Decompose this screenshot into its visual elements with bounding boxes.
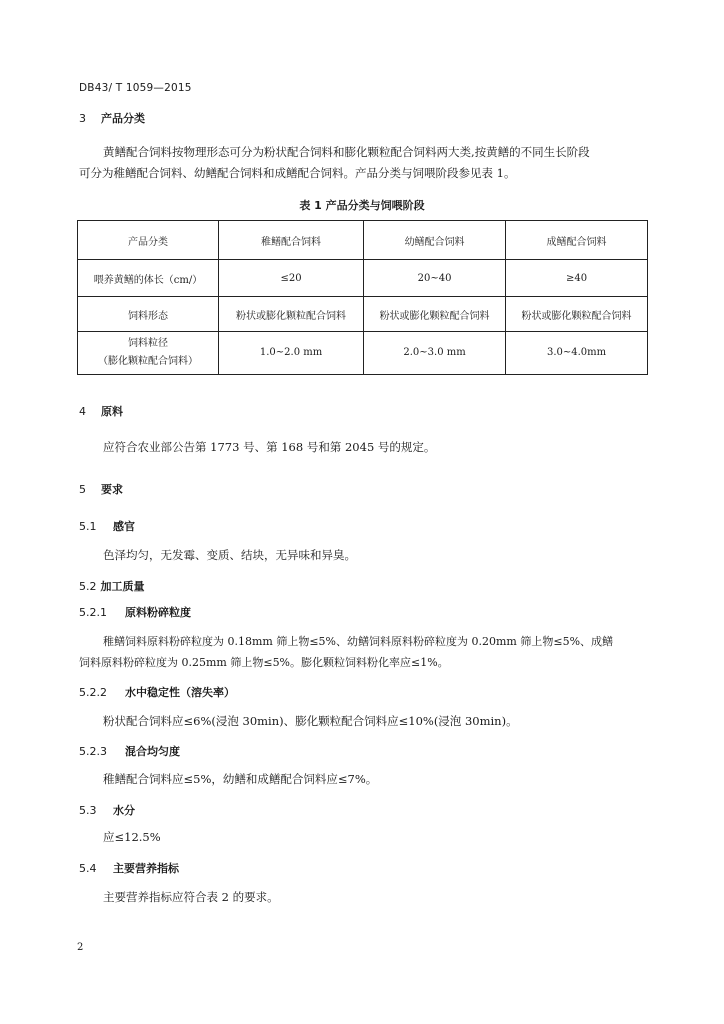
table-cell <box>78 332 219 375</box>
section-3-heading <box>79 110 145 126</box>
cell-line: 饲料粒径 <box>128 338 169 349</box>
paragraph-line: 主要营养指标应符合表 2 的要求。 <box>103 890 279 904</box>
section-5-3-heading <box>79 802 135 818</box>
section-title: 水分 <box>113 804 135 817</box>
table-row <box>78 260 648 297</box>
table-row <box>78 332 648 375</box>
section-number: 5 <box>79 483 86 496</box>
table-cell: 20~40 <box>364 260 506 297</box>
section-4-heading <box>79 403 123 419</box>
section-number: 3 <box>79 112 86 125</box>
section-title: 原料 <box>101 405 123 418</box>
section-number: 4 <box>79 405 86 418</box>
table-cell: 喂养黄鳝的体长（cm/） <box>78 260 219 297</box>
paragraph-line: 稚鳝饲料原料粉碎粒度为 0.18mm 筛上物≤5%、幼鳝饲料原料粉碎粒度为 0.20mm 筛上物≤5%、成鳝 <box>103 635 614 648</box>
section-title: 混合均匀度 <box>125 745 180 758</box>
paragraph-line: 应≤12.5% <box>103 830 161 844</box>
table-cell: 幼鳝配合饲料 <box>364 221 506 260</box>
paragraph-line: 稚鳝配合饲料应≤5%，幼鳝和成鳝配合饲料应≤7%。 <box>103 772 378 786</box>
section-number: 5.1 <box>79 520 97 533</box>
section-number: 5.2.1 <box>79 606 107 619</box>
paragraph-line: 色泽均匀，无发霉、变质、结块，无异味和异臭。 <box>103 548 356 562</box>
section-number: 5.2.3 <box>79 745 107 758</box>
section-5-2-3-heading <box>79 743 180 759</box>
paragraph-line: 黄鳝配合饲料按物理形态可分为粉状配合饲料和膨化颗粒配合饲料两大类,按黄鳝的不同生长阶段 <box>103 145 590 159</box>
table-cell: ≤20 <box>219 260 364 297</box>
section-5-2-heading <box>79 578 145 594</box>
section-title: 原料粉碎粒度 <box>125 606 191 619</box>
table-cell: 1.0~2.0 mm <box>219 332 364 375</box>
table-cell: 2.0~3.0 mm <box>364 332 506 375</box>
section-5-2-1-heading <box>79 604 191 620</box>
section-5-2-2-heading <box>79 684 235 700</box>
section-5-1-heading <box>79 518 135 534</box>
section-number: 5.2.2 <box>79 686 107 699</box>
section-title: 产品分类 <box>101 112 145 125</box>
product-classification-table <box>77 220 648 375</box>
table-cell: 稚鳝配合饲料 <box>219 221 364 260</box>
section-title: 要求 <box>101 483 123 496</box>
table-cell: 3.0~4.0mm <box>506 332 648 375</box>
table-cell: 粉状或膨化颗粒配合饲料 <box>364 297 506 332</box>
table-caption: 表 1 产品分类与饲喂阶段 <box>299 199 425 212</box>
table-cell: 粉状或膨化颗粒配合饲料 <box>219 297 364 332</box>
table-row <box>78 297 648 332</box>
section-title: 加工质量 <box>100 580 145 593</box>
table-cell: 产品分类 <box>78 221 219 260</box>
table-cell: ≥40 <box>506 260 648 297</box>
paragraph-line: 应符合农业部公告第 1773 号、第 168 号和第 2045 号的规定。 <box>103 440 436 454</box>
section-title: 水中稳定性（溶失率） <box>125 686 235 699</box>
section-number: 5.3 <box>79 804 97 817</box>
table-cell: 粉状或膨化颗粒配合饲料 <box>506 297 648 332</box>
section-5-heading <box>79 481 123 497</box>
table-header-row <box>78 221 648 260</box>
document-id-header: DB43/ T 1059—2015 <box>79 82 192 94</box>
table-cell: 饲料形态 <box>78 297 219 332</box>
cell-line: （膨化颗粒配合饲料） <box>98 356 199 367</box>
section-number: 5.4 <box>79 862 97 875</box>
section-title: 感官 <box>113 520 135 533</box>
table-cell: 成鳝配合饲料 <box>506 221 648 260</box>
section-number: 5.2 <box>79 580 97 593</box>
page-number: 2 <box>77 942 84 953</box>
paragraph-line: 粉状配合饲料应≤6%(浸泡 30min)、膨化颗粒配合饲料应≤10%(浸泡 30min)。 <box>103 714 518 728</box>
section-5-4-heading <box>79 860 179 876</box>
section-title: 主要营养指标 <box>113 862 179 875</box>
paragraph-line: 饲料原料粉碎粒度为 0.25mm 筛上物≤5%。膨化颗粒饲料粉化率应≤1%。 <box>79 656 449 669</box>
paragraph-line: 可分为稚鳝配合饲料、幼鳝配合饲料和成鳝配合饲料。产品分类与饲喂阶段参见表 1。 <box>79 166 516 180</box>
